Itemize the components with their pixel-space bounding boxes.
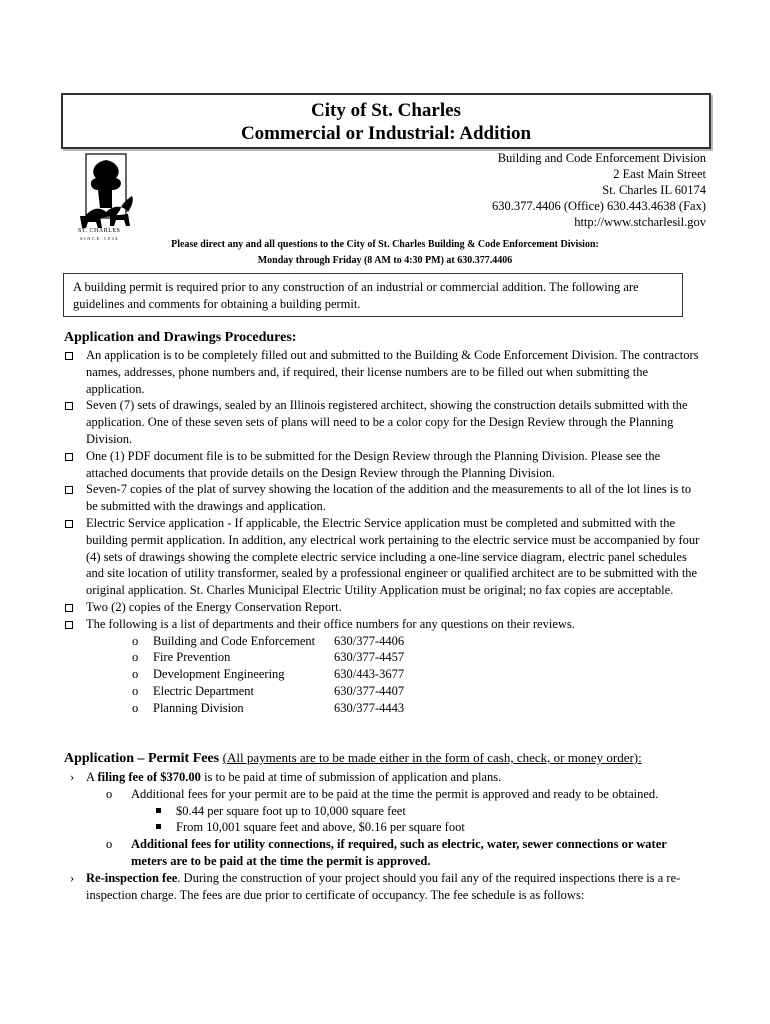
list-item: From 10,001 square feet and above, $0.16 per square foot <box>64 819 704 836</box>
logo-name: ST. CHARLES <box>78 228 121 234</box>
list-item: o Additional fees for your permit are to be paid at the time the permit is approved and ready to be obtained. <box>106 786 659 801</box>
arrow-bullet-icon: › <box>70 770 75 784</box>
square-bullet-icon <box>156 824 161 829</box>
department-row: o Development Engineering 630/443-3677 <box>132 667 405 682</box>
website-link[interactable]: http://www.stcharlesil.gov <box>574 215 706 229</box>
department-name: Electric Department <box>153 683 254 698</box>
arrow-bullet-icon: › <box>70 870 75 885</box>
department-phone: 630/377-4406 <box>334 633 405 648</box>
checkbox-bullet-icon <box>65 604 73 612</box>
logo-sub: SINCE 1834 <box>80 236 120 241</box>
list-item: An application is to be completely filled out and submitted to the Building & Code Enforcement Division. The contractors names, addresses, phone numbers and, if required, their license numbers are to be filled out when submitting the application. <box>64 347 704 397</box>
list-item: The following is a list of departments and their office numbers for any questions on their reviews. <box>64 616 704 633</box>
intro-text: A building permit is required prior to any construction of an industrial or commercial addition. The following are guidelines and comments for obtaining a building permit. <box>73 280 639 311</box>
division-name: Building and Code Enforcement Division <box>497 151 706 165</box>
filing-fee: filing fee of $370.00 <box>97 770 201 784</box>
department-row: o Fire Prevention 630/377-4457 <box>132 650 405 665</box>
intro-box <box>63 273 683 317</box>
phone-fax: 630.377.4406 (Office) 630.443.4638 (Fax) <box>492 199 706 213</box>
reinspection-fee: Re-inspection fee <box>86 870 178 885</box>
list-item: o Additional fees for utility connections, if required, such as electric, water, sewer connections or water meters are to be paid at the time the permit is approved. <box>106 837 667 868</box>
document-title: City of St. Charles <box>311 100 461 121</box>
procedures-list <box>64 347 704 717</box>
list-item: Seven (7) sets of drawings, sealed by an Illinois registered architect, showing the construction details submitted with the application. One of these seven sets of plans will need to be a color copy for the Design Review through the Planning Division. <box>64 397 704 447</box>
notice-line-2: Monday through Friday (8 AM to 4:30 PM) at 630.377.4406 <box>257 255 513 266</box>
list-item: Seven-7 copies of the plat of survey showing the location of the addition and the measurements to all of the lot lines is to be submitted with the drawings and application. <box>64 481 704 515</box>
fees-list <box>64 769 704 903</box>
list-item: › Re-inspection fee. During the construction of your project should you fail any of the required inspections there is a re-inspection charge. The fees are due prior to certificate of occupancy. The fee schedule is as follows: <box>70 870 681 902</box>
department-name: Planning Division <box>153 700 244 715</box>
address-block <box>492 150 706 230</box>
department-row: o Building and Code Enforcement 630/377-4406 <box>132 633 405 648</box>
list-item: $0.44 per square foot up to 10,000 square feet <box>64 803 704 820</box>
fees-heading-note: (All payments are to be made either in the form of cash, check, or money order): <box>222 750 642 765</box>
checkbox-bullet-icon <box>65 486 73 494</box>
department-name: Development Engineering <box>153 667 285 682</box>
list-item: Electric Service application - If applicable, the Electric Service application must be completed and submitted with the building permit application. In addition, any electrical work pertaining to the electric service must be accompanied by four (4) sets of drawings showing the complete electric service including a one-line service diagram, electric panel schedules and site location of utility transformer, sealed by a professional engineer or qualified architect are to be submitted with the original application. St. Charles Municipal Electric Utility Application must be original; no fax copies are acceptable. <box>64 515 704 599</box>
checkbox-bullet-icon <box>65 453 73 461</box>
city-state-zip: St. Charles IL 60174 <box>602 183 706 197</box>
fees-heading: Application – Permit Fees (All payments are to be made either in the form of cash, check, or money order): <box>64 750 642 766</box>
department-phone: 630/377-4443 <box>334 700 405 715</box>
department-row: o Planning Division 630/377-4443 <box>132 700 405 715</box>
department-name: Fire Prevention <box>153 650 231 665</box>
department-phone: 630/377-4457 <box>334 650 405 665</box>
street-address: 2 East Main Street <box>613 167 706 181</box>
checkbox-bullet-icon <box>65 621 73 629</box>
notice-line-1: Please direct any and all questions to the City of St. Charles Building & Code Enforcement Division: <box>171 239 599 250</box>
contact-notice <box>0 237 770 269</box>
department-row: o Electric Department 630/377-4407 <box>132 683 405 698</box>
checkbox-bullet-icon <box>65 402 73 410</box>
list-item: One (1) PDF document file is to be submitted for the Design Review through the Planning Division. Please see the attached documents that provide details on the Design Review through the Planning Division. <box>64 448 704 482</box>
list-item: › A filing fee of $370.00 is to be paid at time of submission of application and plans. <box>70 770 502 784</box>
procedures-heading: Application and Drawings Procedures: <box>64 330 297 345</box>
checkbox-bullet-icon <box>65 352 73 360</box>
checkbox-bullet-icon <box>65 520 73 528</box>
list-item: Two (2) copies of the Energy Conservation Report. <box>64 599 704 616</box>
department-name: Building and Code Enforcement <box>153 633 316 648</box>
department-phone: 630/377-4407 <box>334 683 405 698</box>
department-phone: 630/443-3677 <box>334 667 405 682</box>
square-bullet-icon <box>156 808 161 813</box>
title-box <box>61 93 711 149</box>
document-subtitle: Commercial or Industrial: Addition <box>240 123 532 144</box>
